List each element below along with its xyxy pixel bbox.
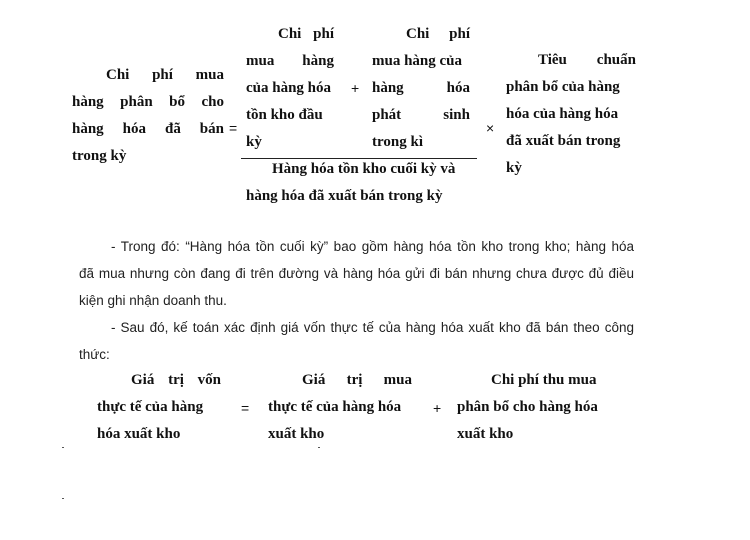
- equals-sign: =: [229, 120, 238, 136]
- scan-speck: [62, 447, 64, 448]
- formula1-term1-line: Chi phí: [278, 26, 334, 42]
- paragraph-line: - Sau đó, kế toán xác định giá vốn thực tế của hàng hóa xuất kho đã bán theo công: [111, 320, 634, 335]
- formula1-rhs-line: kỳ: [506, 160, 522, 176]
- times-sign: ×: [486, 120, 495, 136]
- formula1-rhs-line: Tiêu chuẩn: [538, 52, 636, 68]
- formula2-term1-line: thực tế của hàng: [97, 399, 204, 415]
- scan-speck: [62, 498, 64, 499]
- formula2-term2-line: thực tế của hàng hóa: [268, 399, 402, 415]
- formula1-lhs-line: hàng hóa đã bán: [72, 121, 224, 137]
- formula1-term2-line: mua hàng của: [372, 53, 463, 69]
- formula2-term2-line: Giá trị mua: [302, 372, 412, 388]
- formula1-rhs-line: đã xuất bán trong: [506, 133, 621, 149]
- plus-sign: +: [433, 400, 442, 416]
- paragraph-line: kiện ghi nhận doanh thu.: [79, 293, 227, 308]
- formula1-lhs-line: hàng phân bổ cho: [72, 94, 224, 110]
- scan-speck: [318, 447, 320, 448]
- formula1-term1-line: kỳ: [246, 134, 262, 150]
- formula1-denominator: [246, 156, 486, 210]
- formula1-term1-line: của hàng hóa: [246, 80, 332, 96]
- paragraph-line: - Trong đó: “Hàng hóa tồn cuối kỳ” bao gồm hàng hóa tồn kho trong kho; hàng hóa: [111, 239, 634, 254]
- formula1-lhs-line: Chi phí mua: [106, 67, 224, 83]
- formula1-term2-line: Chi phí: [406, 26, 470, 42]
- plus-sign: +: [351, 80, 360, 96]
- paragraph-definition: [79, 233, 634, 314]
- paragraph-next-step: [79, 314, 634, 368]
- formula1-term1-line: mua hàng: [246, 53, 334, 69]
- formula1-lhs-line: trong kỳ: [72, 148, 127, 164]
- formula2-term1-line: hóa xuất kho: [97, 426, 181, 442]
- formula2-term3-line: xuất kho: [457, 426, 514, 442]
- formula1-denominator-line: Hàng hóa tồn kho cuối kỳ và: [272, 161, 456, 177]
- paragraph-line: thức:: [79, 347, 110, 362]
- formula1-denominator-line: hàng hóa đã xuất bán trong kỳ: [246, 188, 443, 204]
- formula2-term2: [268, 367, 412, 448]
- formula2-term2-line: xuất kho: [268, 426, 325, 442]
- formula2-term3-line: phân bổ cho hàng hóa: [457, 399, 598, 415]
- formula1-lhs: [72, 62, 224, 170]
- formula1-rhs: [506, 47, 636, 182]
- formula1-term2-line: phát sinh: [372, 107, 470, 123]
- equals-sign: =: [241, 400, 250, 416]
- paragraph-line: đã mua nhưng còn đang đi trên đường và hàng hóa gửi đi bán nhưng chưa được đủ điều: [79, 266, 634, 281]
- formula1-term2-line: trong kì: [372, 134, 423, 150]
- formula1-rhs-line: phân bổ của hàng: [506, 79, 620, 95]
- formula2-term1: [97, 367, 221, 448]
- formula1-term2-line: hàng hóa: [372, 80, 470, 96]
- formula1-rhs-line: hóa của hàng hóa: [506, 106, 619, 122]
- formula2-term3-line: Chi phí thu mua: [491, 372, 597, 388]
- formula2-term1-line: Giá trị vốn: [131, 372, 221, 388]
- formula1-numerator-term2: [372, 21, 470, 156]
- formula2-term3: [457, 367, 617, 448]
- formula1-numerator-term1: [246, 21, 334, 156]
- formula1-term1-line: tồn kho đầu: [246, 107, 323, 123]
